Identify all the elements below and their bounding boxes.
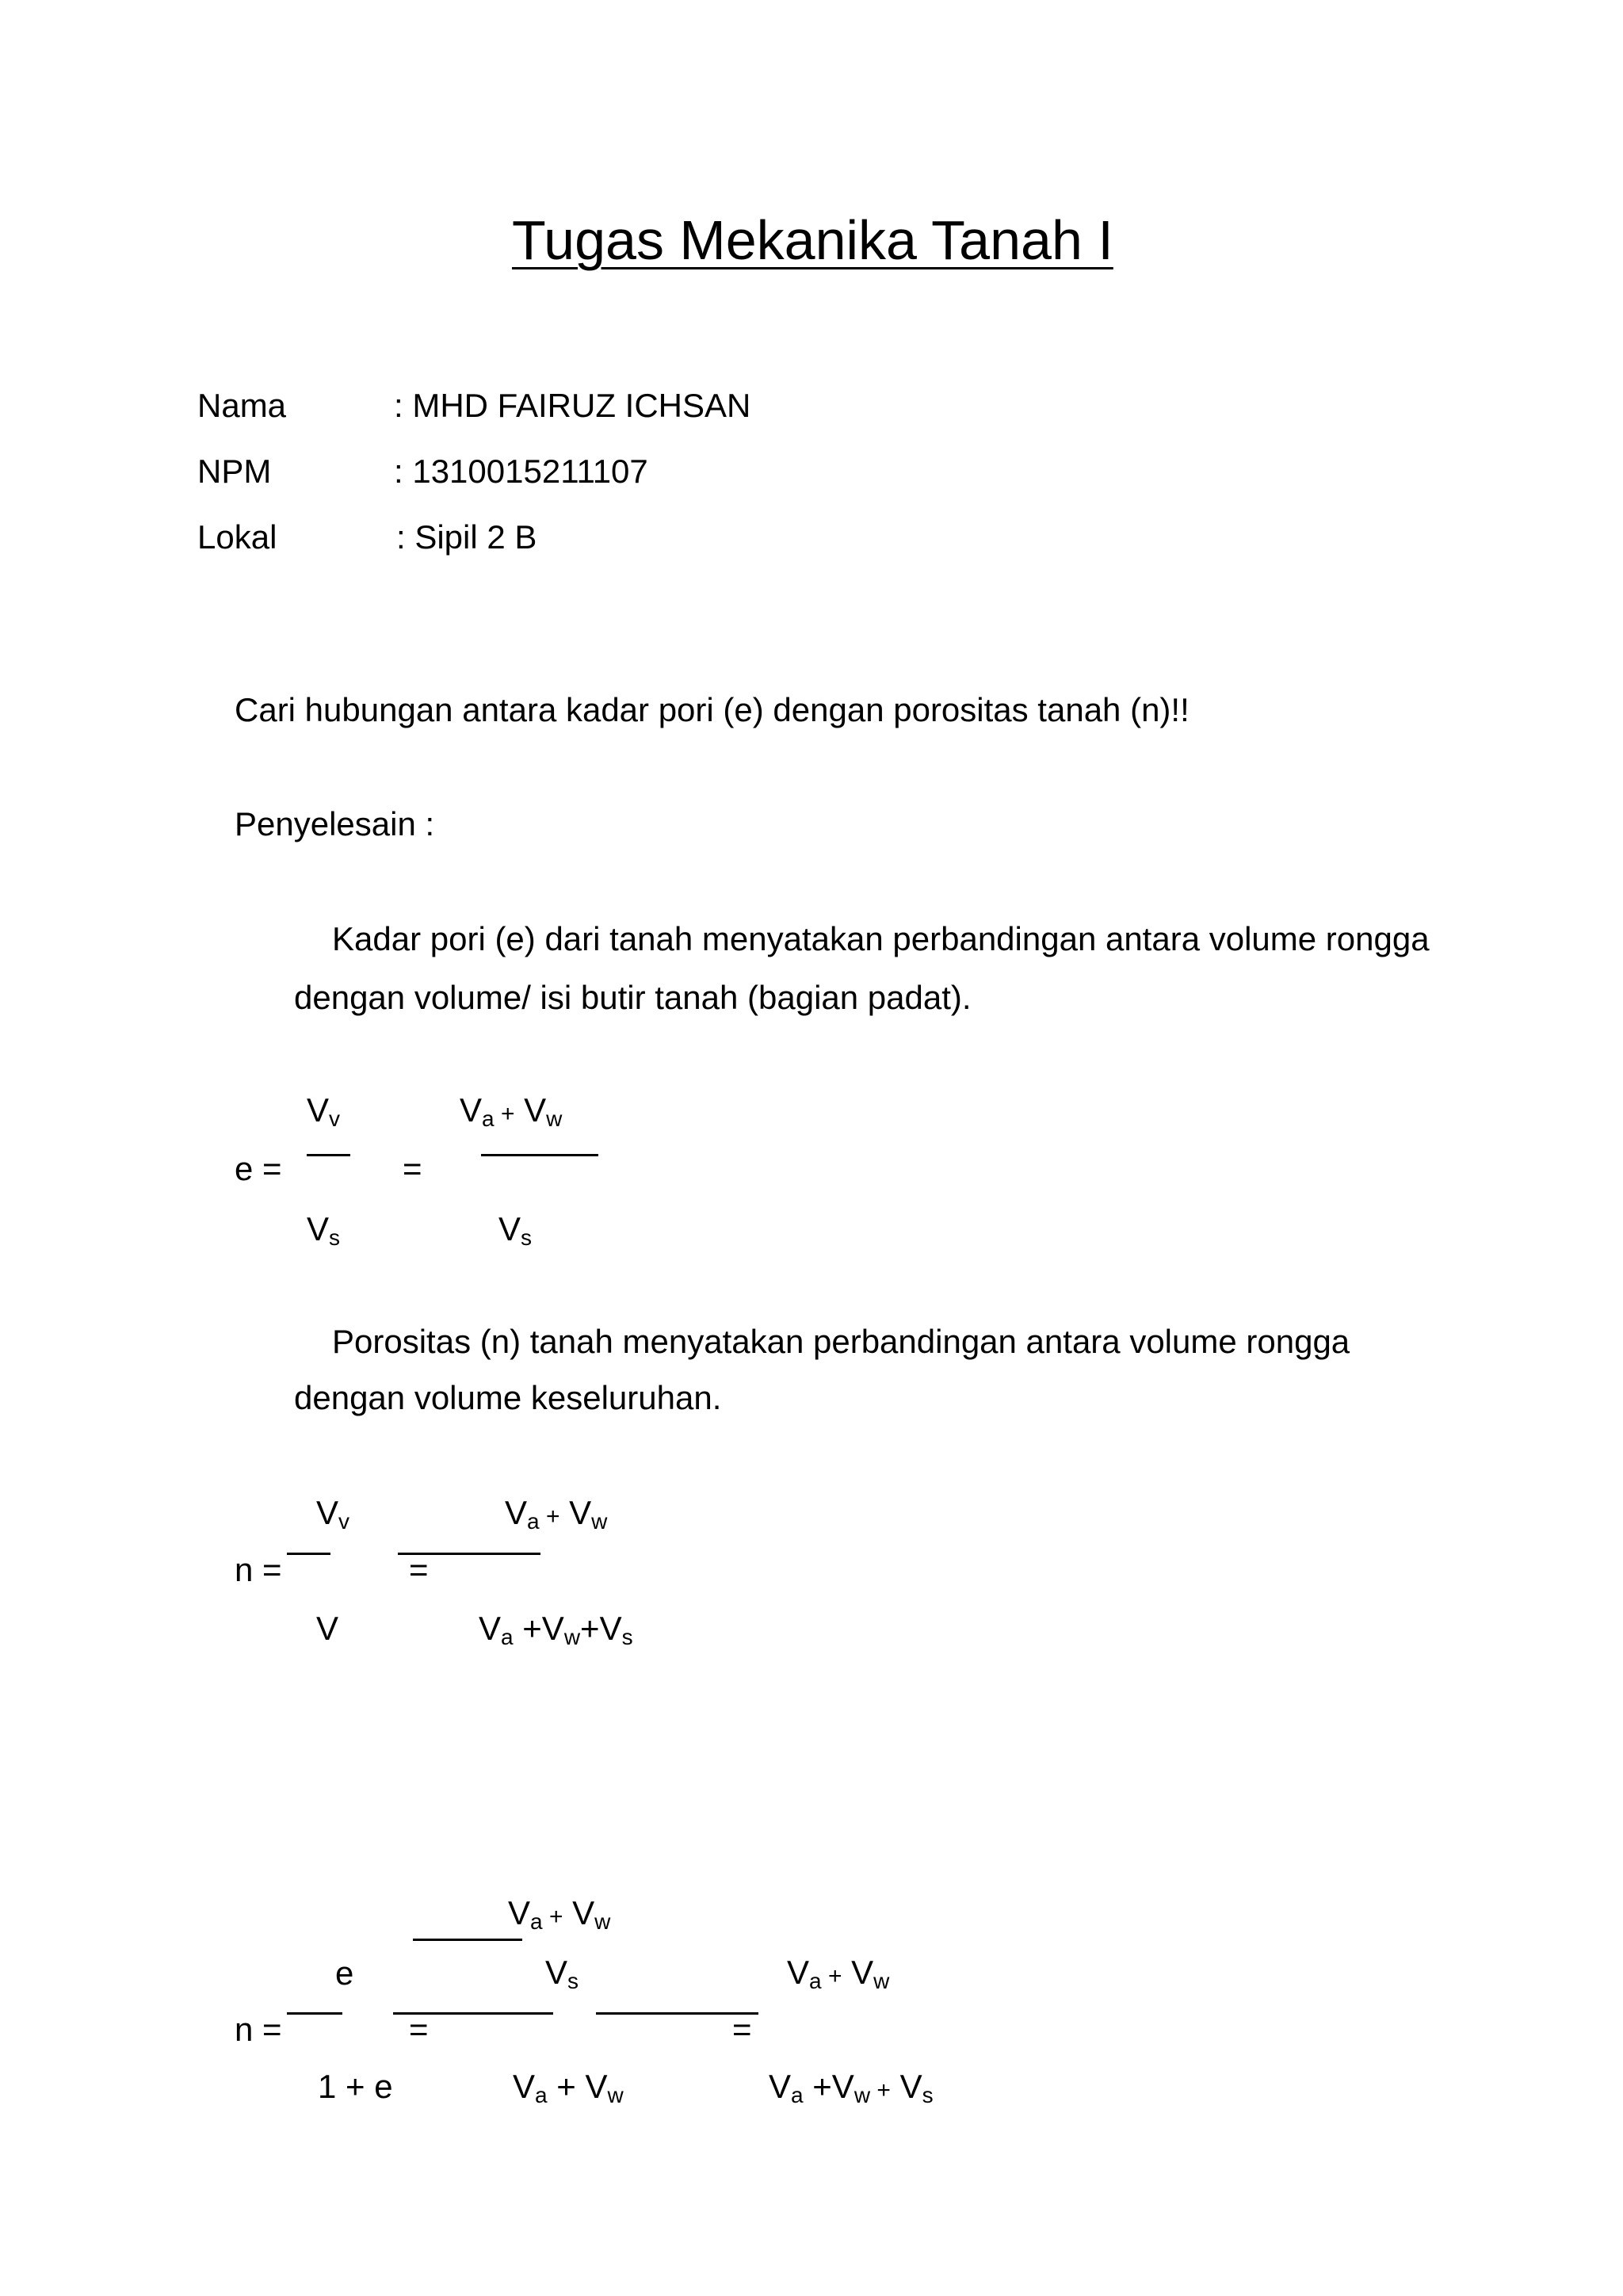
para1-line2: dengan volume/ isi butir tanah (bagian padat).: [294, 979, 972, 1016]
n-equals: n =: [235, 1551, 282, 1588]
fraction-numerator: $V_v$: [307, 1091, 341, 1131]
fraction-numerator: $V_a + V_w$: [787, 1954, 890, 1993]
fraction-numerator: $V_a + V_w$: [505, 1494, 608, 1534]
fraction-denominator: V: [316, 1610, 339, 1647]
npm-label: NPM: [197, 453, 272, 490]
fraction-bar: [287, 1553, 330, 1555]
lokal-value: : Sipil 2 B: [396, 518, 537, 556]
equals-sign: =: [409, 1551, 429, 1588]
para2-line1: Porositas (n) tanah menyatakan perbandingan antara volume rongga: [332, 1323, 1350, 1360]
fraction-bar: [393, 2012, 553, 2015]
fraction-denominator: $V_a +V_w+V_s$: [479, 1610, 633, 1649]
fraction-bar: [596, 2012, 758, 2015]
para2-line2: dengan volume keseluruhan.: [294, 1379, 722, 1416]
nested-numerator: $V_a + V_w$: [508, 1894, 611, 1934]
fraction-bar: [481, 1154, 598, 1156]
fraction-denominator: $V_a +V_w + V_s$: [769, 2068, 934, 2107]
nested-fraction-bar: [413, 1939, 522, 1941]
equals-sign: =: [409, 2011, 429, 2048]
page-title: Tugas Mekanika Tanah I: [512, 209, 1113, 271]
fraction-denominator: $V_s$: [498, 1210, 533, 1250]
equals-sign: =: [403, 1150, 422, 1187]
para1-line1: Kadar pori (e) dari tanah menyatakan perbandingan antara volume rongga: [332, 920, 1430, 957]
fraction-bar: [287, 2012, 342, 2015]
fraction-bar: [398, 1553, 540, 1555]
fraction-denominator: $V_a + V_w$: [513, 2068, 624, 2107]
nested-denominator: $V_s$: [545, 1954, 579, 1993]
fraction-numerator: $V_v$: [316, 1494, 350, 1534]
question-text: Cari hubungan antara kadar pori (e) dengan porositas tanah (n)!!: [235, 691, 1190, 728]
fraction-numerator: $V_a + V_w$: [460, 1091, 563, 1131]
e-equals: e =: [235, 1150, 282, 1187]
lokal-label: Lokal: [197, 518, 277, 556]
nama-label: Nama: [197, 387, 287, 424]
npm-value: : 1310015211107: [394, 453, 648, 490]
fraction-numerator: e: [335, 1954, 354, 1992]
fraction-denominator: $V_s$: [307, 1210, 341, 1250]
nama-value: : MHD FAIRUZ ICHSAN: [394, 387, 751, 424]
fraction-bar: [307, 1154, 350, 1156]
equals-sign: =: [732, 2011, 752, 2048]
n-equals: n =: [235, 2011, 282, 2048]
solution-label: Penyelesain :: [235, 805, 435, 842]
fraction-denominator: 1 + e: [318, 2068, 393, 2105]
